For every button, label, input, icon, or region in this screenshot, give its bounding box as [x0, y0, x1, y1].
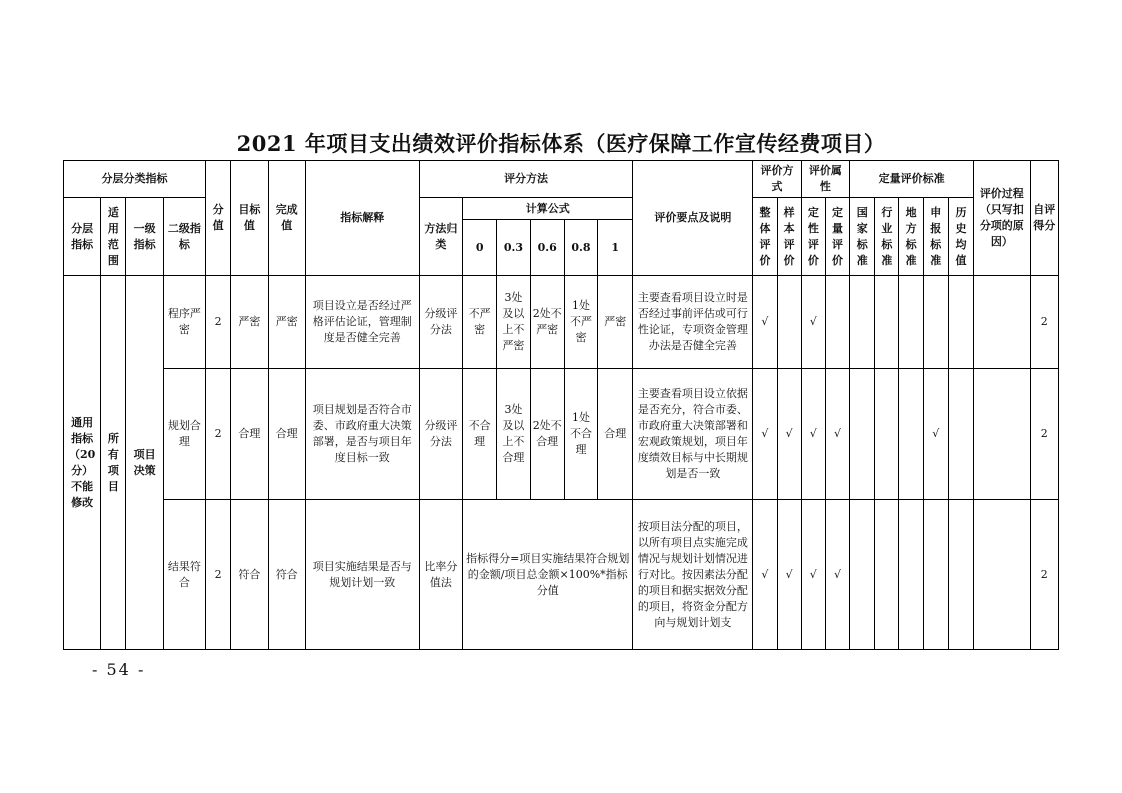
method-cell: 分级评分法	[419, 276, 462, 369]
header-eval-mode-group: 评价方式	[753, 161, 801, 198]
score-cell: 2	[206, 500, 231, 650]
header-completion: 完成值	[268, 161, 305, 276]
std-declared-cell	[923, 276, 948, 369]
attr-quantitative-cell	[825, 276, 849, 369]
header-formula-level-0: 0	[463, 220, 497, 276]
key-points-cell: 主要查看项目设立依据是否充分，符合市委、市政府重大决策部署和宏观政策规划，项目年度绩效目标与中长期规划是否一致	[633, 369, 753, 500]
header-score: 分值	[206, 161, 231, 276]
evaluation-indicator-table	[63, 160, 1059, 650]
formula-08-cell: 1处不严密	[564, 276, 597, 369]
score-cell: 2	[206, 276, 231, 369]
process-cell	[974, 369, 1030, 500]
std-local-cell	[899, 276, 923, 369]
header-attr-quantitative: 定量评价	[825, 198, 849, 276]
header-level1: 一级指标	[126, 198, 163, 276]
header-formula-level-08: 0.8	[564, 220, 597, 276]
std-national-cell	[850, 369, 875, 500]
std-declared-cell	[923, 500, 948, 650]
attr-qualitative-cell: √	[801, 500, 825, 650]
header-std-industry: 行业标准	[875, 198, 899, 276]
target-cell: 合理	[231, 369, 268, 500]
header-std-national: 国家标准	[850, 198, 875, 276]
formula-1-cell: 合理	[598, 369, 633, 500]
header-key-points: 评价要点及说明	[633, 161, 753, 276]
std-historical-cell	[948, 500, 973, 650]
completion-cell: 严密	[268, 276, 305, 369]
table-row	[64, 276, 1059, 369]
header-layer-group: 分层分类指标	[64, 161, 206, 198]
self-score-cell: 2	[1030, 369, 1058, 500]
header-scope: 适用范围	[101, 198, 126, 276]
header-method-group: 评分方法	[419, 161, 633, 198]
std-historical-cell	[948, 369, 973, 500]
process-cell	[974, 276, 1030, 369]
std-industry-cell	[875, 500, 899, 650]
header-process: 评价过程（只写扣分项的原因）	[974, 161, 1030, 276]
header-layer-indicator: 分层指标	[64, 198, 101, 276]
std-national-cell	[850, 276, 875, 369]
formula-text-cell: 指标得分=项目实施结果符合规划的金额/项目总金额×100%*指标分值	[463, 500, 633, 650]
attr-quantitative-cell: √	[825, 500, 849, 650]
mode-sample-cell	[777, 276, 801, 369]
formula-06-cell: 2处不合理	[530, 369, 564, 500]
level1-cell: 项目决策	[126, 276, 163, 650]
table-row	[64, 369, 1059, 500]
formula-06-cell: 2处不严密	[530, 276, 564, 369]
formula-0-cell: 不严密	[463, 276, 497, 369]
header-target: 目标值	[231, 161, 268, 276]
header-eval-attr-group: 评价属性	[801, 161, 849, 198]
header-quant-std-group: 定量评价标准	[850, 161, 974, 198]
header-level2: 二级指标	[163, 198, 205, 276]
header-formula-level-06: 0.6	[530, 220, 564, 276]
formula-08-cell: 1处不合理	[564, 369, 597, 500]
attr-qualitative-cell: √	[801, 369, 825, 500]
std-declared-cell: √	[923, 369, 948, 500]
scope-cell: 所有项目	[101, 276, 126, 650]
header-explanation: 指标解释	[305, 161, 419, 276]
self-score-cell: 2	[1030, 276, 1058, 369]
explanation-cell: 项目实施结果是否与规划计划一致	[305, 500, 419, 650]
std-local-cell	[899, 369, 923, 500]
header-attr-qualitative: 定性评价	[801, 198, 825, 276]
target-cell: 符合	[231, 500, 268, 650]
method-cell: 分级评分法	[419, 369, 462, 500]
method-cell: 比率分值法	[419, 500, 462, 650]
key-points-cell: 按项目法分配的项目，以所有项目点实施完成情况与规划计划情况进行对比。按因素法分配的项目和据实据效分配的项目，将资金分配方向与规划计划支	[633, 500, 753, 650]
header-mode-overall: 整体评价	[753, 198, 777, 276]
score-cell: 2	[206, 369, 231, 500]
formula-03-cell: 3处及以上不严密	[497, 276, 530, 369]
formula-0-cell: 不合理	[463, 369, 497, 500]
attr-quantitative-cell: √	[825, 369, 849, 500]
page-number: - 54 -	[92, 660, 146, 679]
formula-1-cell: 严密	[598, 276, 633, 369]
std-industry-cell	[875, 369, 899, 500]
header-std-local: 地方标准	[899, 198, 923, 276]
std-local-cell	[899, 500, 923, 650]
explanation-cell: 项目设立是否经过严格评估论证，管理制度是否健全完善	[305, 276, 419, 369]
completion-cell: 合理	[268, 369, 305, 500]
attr-qualitative-cell: √	[801, 276, 825, 369]
header-formula-level-03: 0.3	[497, 220, 530, 276]
header-row-1	[64, 161, 1059, 198]
header-method-class: 方法归类	[419, 198, 462, 276]
std-national-cell	[850, 500, 875, 650]
mode-overall-cell: √	[753, 500, 777, 650]
header-self-score: 自评得分	[1030, 161, 1058, 276]
target-cell: 严密	[231, 276, 268, 369]
explanation-cell: 项目规划是否符合市委、市政府重大决策部署，是否与项目年度目标一致	[305, 369, 419, 500]
table-row	[64, 500, 1059, 650]
header-formula-level-1: 1	[598, 220, 633, 276]
header-formula-group: 计算公式	[463, 198, 633, 220]
self-score-cell: 2	[1030, 500, 1058, 650]
document-title: 2021 年项目支出绩效评价指标体系（医疗保障工作宣传经费项目）	[236, 131, 886, 156]
header-mode-sample: 样本评价	[777, 198, 801, 276]
header-std-historical: 历史均值	[948, 198, 973, 276]
std-industry-cell	[875, 276, 899, 369]
mode-overall-cell: √	[753, 276, 777, 369]
level2-cell: 程序严密	[163, 276, 205, 369]
header-std-declared: 申报标准	[923, 198, 948, 276]
level2-cell: 规划合理	[163, 369, 205, 500]
mode-sample-cell: √	[777, 369, 801, 500]
level2-cell: 结果符合	[163, 500, 205, 650]
key-points-cell: 主要查看项目设立时是否经过事前评估或可行性论证，专项资金管理办法是否健全完善	[633, 276, 753, 369]
layer-indicator-cell: 通用指标（20分）不能修改	[64, 276, 101, 650]
process-cell	[974, 500, 1030, 650]
mode-sample-cell: √	[777, 500, 801, 650]
std-historical-cell	[948, 276, 973, 369]
mode-overall-cell: √	[753, 369, 777, 500]
completion-cell: 符合	[268, 500, 305, 650]
formula-03-cell: 3处及以上不合理	[497, 369, 530, 500]
